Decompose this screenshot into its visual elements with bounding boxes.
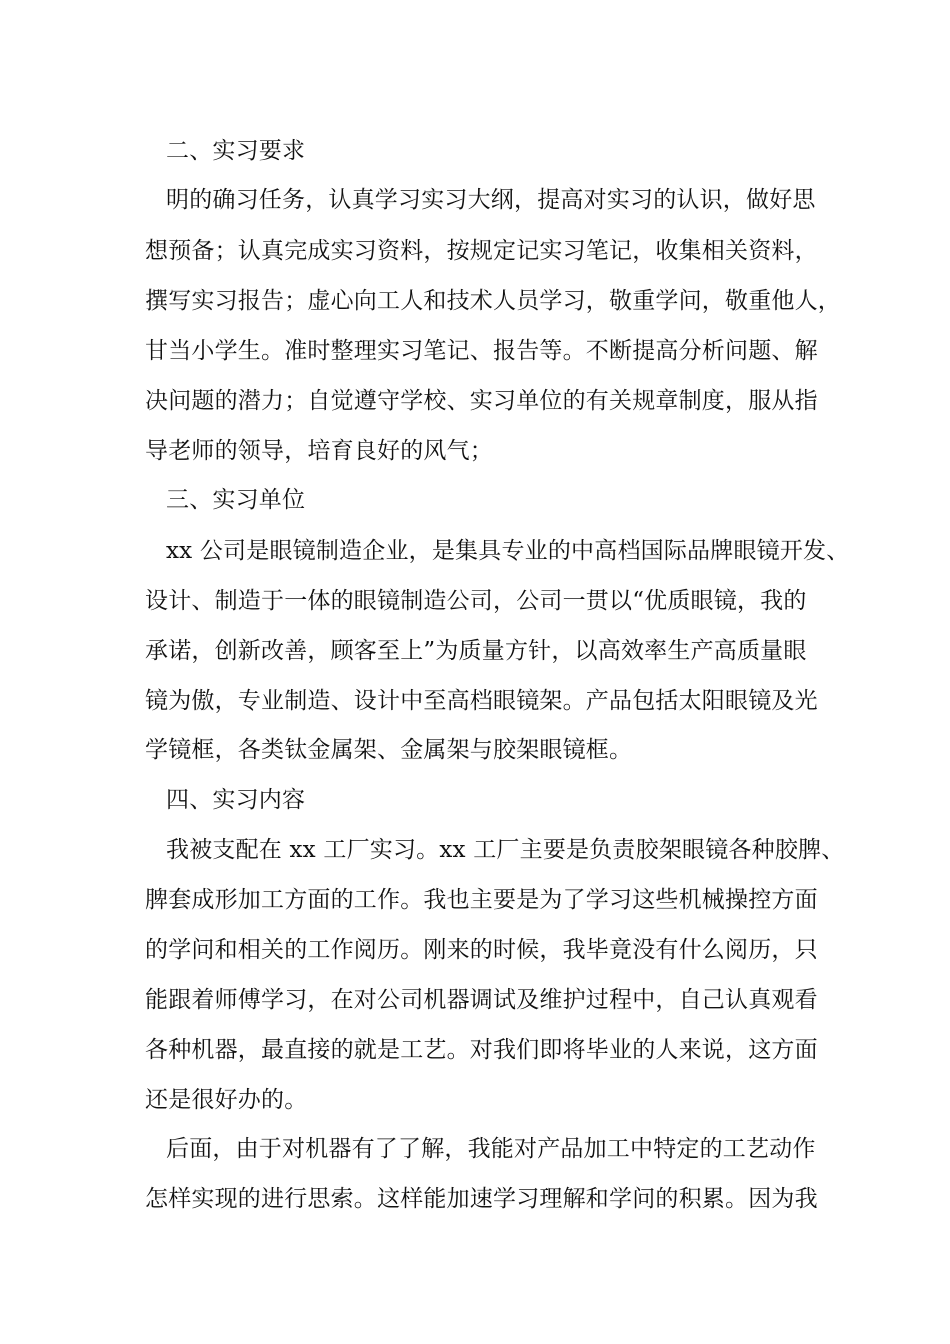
paragraph-line: 明的确习任务，认真学习实习大纲，提高对实习的认识，做好思 bbox=[166, 187, 816, 213]
paragraph-line: 后面，由于对机器有了了解，我能对产品加工中特定的工艺动作 bbox=[166, 1136, 816, 1162]
paragraph-line: 承诺，创新改善，顾客至上”为质量方针，以高效率生产高质量眼 bbox=[145, 638, 807, 664]
paragraph-line: 各种机器，最直接的就是工艺。对我们即将毕业的人来说，这方面 bbox=[145, 1037, 818, 1063]
paragraph-line: 决问题的潜力；自觉遵守学校、实习单位的有关规章制度，服从指 bbox=[145, 388, 818, 414]
section-heading-content: 四、实习内容 bbox=[166, 787, 306, 813]
paragraph-line: 设计、制造于一体的眼镜制造公司，公司一贯以“优质眼镜，我的 bbox=[145, 588, 807, 614]
paragraph-line: 还是很好办的。 bbox=[145, 1087, 308, 1113]
paragraph-line: 能跟着师傅学习，在对公司机器调试及维护过程中，自己认真观看 bbox=[145, 987, 818, 1013]
paragraph-line: xx 公司是眼镜制造企业，是集具专业的中高档国际品牌眼镜开发、 bbox=[166, 538, 850, 564]
paragraph-line: 导老师的领导，培育良好的风气； bbox=[145, 438, 493, 464]
paragraph-line: 的学问和相关的工作阅历。刚来的时候，我毕竟没有什么阅历，只 bbox=[145, 937, 818, 963]
paragraph-line: 学镜框，各类钛金属架、金属架与胶架眼镜框。 bbox=[145, 737, 633, 763]
paragraph-line: 甘当小学生。准时整理实习笔记、报告等。不断提高分析问题、解 bbox=[145, 338, 818, 364]
section-heading-unit: 三、实习单位 bbox=[166, 487, 306, 513]
paragraph-line: 想预备；认真完成实习资料，按规定记实习笔记，收集相关资料， bbox=[145, 238, 818, 264]
paragraph-line: 脾套成形加工方面的工作。我也主要是为了学习这些机械操控方面 bbox=[145, 887, 818, 913]
paragraph-line: 镜为傲，专业制造、设计中至高档眼镜架。产品包括太阳眼镜及光 bbox=[145, 688, 818, 714]
paragraph-line: 撰写实习报告；虚心向工人和技术人员学习，敬重学问，敬重他人， bbox=[145, 288, 841, 314]
paragraph-line: 怎样实现的进行思索。这样能加速学习理解和学问的积累。因为我 bbox=[145, 1186, 818, 1212]
paragraph-line: 我被支配在 xx 工厂实习。xx 工厂主要是负责胶架眼镜各种胶脾、 bbox=[166, 837, 845, 863]
section-heading-requirements: 二、实习要求 bbox=[166, 138, 306, 164]
